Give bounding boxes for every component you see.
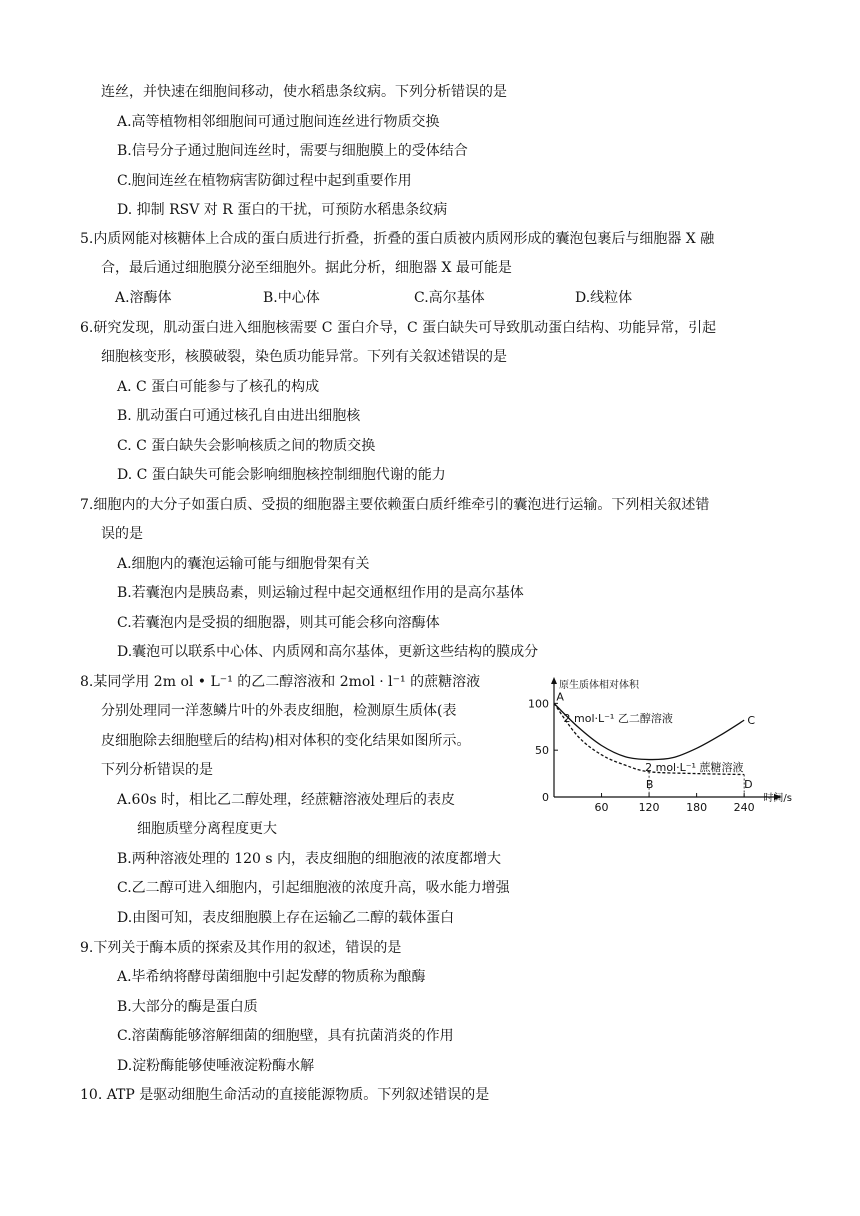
y-axis-arrow <box>551 677 557 684</box>
q6-stem-line2: 细胞核变形，核膜破裂，染色质功能异常。下列有关叙述错误的是 <box>101 349 507 365</box>
x-tick-label: 180 <box>686 801 708 814</box>
q7-option-b: B.若囊泡内是胰岛素，则运输过程中起交通枢纽作用的是高尔基体 <box>117 585 524 601</box>
q6-stem-line1: 6.研究发现，肌动蛋白进入细胞核需要 C 蛋白介导，C 蛋白缺失可导致肌动蛋白结构、功能异常，引起 <box>80 320 717 336</box>
q7-stem-line1: 7.细胞内的大分子如蛋白质、受损的细胞器主要依赖蛋白质纤维牵引的囊泡进行运输。下列相关叙述错 <box>80 497 710 513</box>
q10-stem: 10. ATP 是驱动细胞生命活动的直接能源物质。下列叙述错误的是 <box>80 1087 490 1103</box>
q6-option-a: A. C 蛋白可能参与了核孔的构成 <box>117 379 320 395</box>
q5-option-b: B.中心体 <box>263 290 320 306</box>
q8-option-b: B.两种溶液处理的 120 s 内，表皮细胞的细胞液的浓度都增大 <box>117 851 501 867</box>
q8-stem-line4: 下列分析错误的是 <box>101 762 213 778</box>
q7-option-d: D.囊泡可以联系中心体、内质网和高尔基体，更新这些结构的膜成分 <box>117 644 539 660</box>
point-label-b: B <box>645 778 654 792</box>
q5-option-c: C.高尔基体 <box>414 290 485 306</box>
y-tick-label: 50 <box>535 744 549 758</box>
y-tick-label: 100 <box>528 697 549 711</box>
q4-stem-tail: 连丝，并快速在细胞间移动，使水稻患条纹病。下列分析错误的是 <box>101 84 507 100</box>
q5-option-a: A.溶酶体 <box>115 290 172 306</box>
q5-stem-line2: 合，最后通过细胞膜分泌至细胞外。据此分析，细胞器 X 最可能是 <box>101 260 512 276</box>
q8-stem-line3: 皮细胞除去细胞壁后的结构)相对体积的变化结果如图所示。 <box>101 733 471 749</box>
q9-option-c: C.溶菌酶能够溶解细菌的细胞壁，具有抗菌消炎的作用 <box>117 1028 454 1044</box>
series-sucrose-label: 2 mol·L⁻¹ 蔗糖溶液 <box>645 760 744 774</box>
q8-option-a-line2: 细胞质壁分离程度更大 <box>137 821 277 837</box>
q6-option-d: D. C 蛋白缺失可能会影响细胞核控制细胞代谢的能力 <box>117 467 446 483</box>
x-axis-title: 时间/s <box>763 793 792 804</box>
q9-stem: 9.下列关于酶本质的探索及其作用的叙述，错误的是 <box>80 940 402 956</box>
q7-option-a: A.细胞内的囊泡运输可能与细胞骨架有关 <box>117 556 370 572</box>
q8-option-a-line1: A.60s 时，相比乙二醇处理，经蔗糖溶液处理后的表皮 <box>117 792 456 808</box>
q4-option-c: C.胞间连丝在植物病害防御过程中起到重要作用 <box>117 173 412 189</box>
q6-option-b: B. 肌动蛋白可通过核孔自由进出细胞核 <box>117 408 361 424</box>
q4-option-d: D. 抑制 RSV 对 R 蛋白的干扰，可预防水稻患条纹病 <box>117 202 448 218</box>
q6-option-c: C. C 蛋白缺失会影响核质之间的物质交换 <box>117 438 376 454</box>
q5-option-d: D.线粒体 <box>575 290 633 306</box>
q7-option-c: C.若囊泡内是受损的细胞器，则其可能会移向溶酶体 <box>117 615 440 631</box>
y-axis-title: 原生质体相对体积 <box>559 680 639 691</box>
x-tick-label: 120 <box>638 801 660 814</box>
q4-option-a: A.高等植物相邻细胞间可通过胞间连丝进行物质交换 <box>117 114 440 130</box>
point-label-c: C <box>747 714 756 728</box>
q8-stem-line1: 8.某同学用 2m ol • L⁻¹ 的乙二醇溶液和 2mol · l⁻¹ 的蔗糖溶液 <box>80 674 481 690</box>
point-label-a: A <box>556 690 564 704</box>
point-label-d: D <box>744 778 753 792</box>
q5-stem-line1: 5.内质网能对核糖体上合成的蛋白质进行折叠，折叠的蛋白质被内质网形成的囊泡包裹后与细胞器 X 融 <box>80 231 715 247</box>
series-ethylene-glycol-label: 2 mol·L⁻¹ 乙二醇溶液 <box>563 712 673 726</box>
q9-option-a: A.毕希纳将酵母菌细胞中引起发酵的物质称为酿酶 <box>117 969 426 985</box>
q8-stem-line2: 分别处理同一洋葱鳞片叶的外表皮细胞，检测原生质体(表 <box>101 703 457 719</box>
origin-label: 0 <box>542 791 549 804</box>
x-tick-label: 60 <box>594 801 609 814</box>
q7-stem-line2: 误的是 <box>101 526 143 542</box>
x-tick-label: 240 <box>733 801 755 814</box>
q9-option-b: B.大部分的酶是蛋白质 <box>117 999 258 1015</box>
q8-figure <box>512 676 794 822</box>
q8-option-c: C.乙二醇可进入细胞内，引起细胞液的浓度升高，吸水能力增强 <box>117 880 510 896</box>
q8-option-d: D.由图可知，表皮细胞膜上存在运输乙二醇的载体蛋白 <box>117 910 455 926</box>
q4-option-b: B.信号分子通过胞间连丝时，需要与细胞膜上的受体结合 <box>117 143 468 159</box>
q9-option-d: D.淀粉酶能够使唾液淀粉酶水解 <box>117 1058 315 1074</box>
